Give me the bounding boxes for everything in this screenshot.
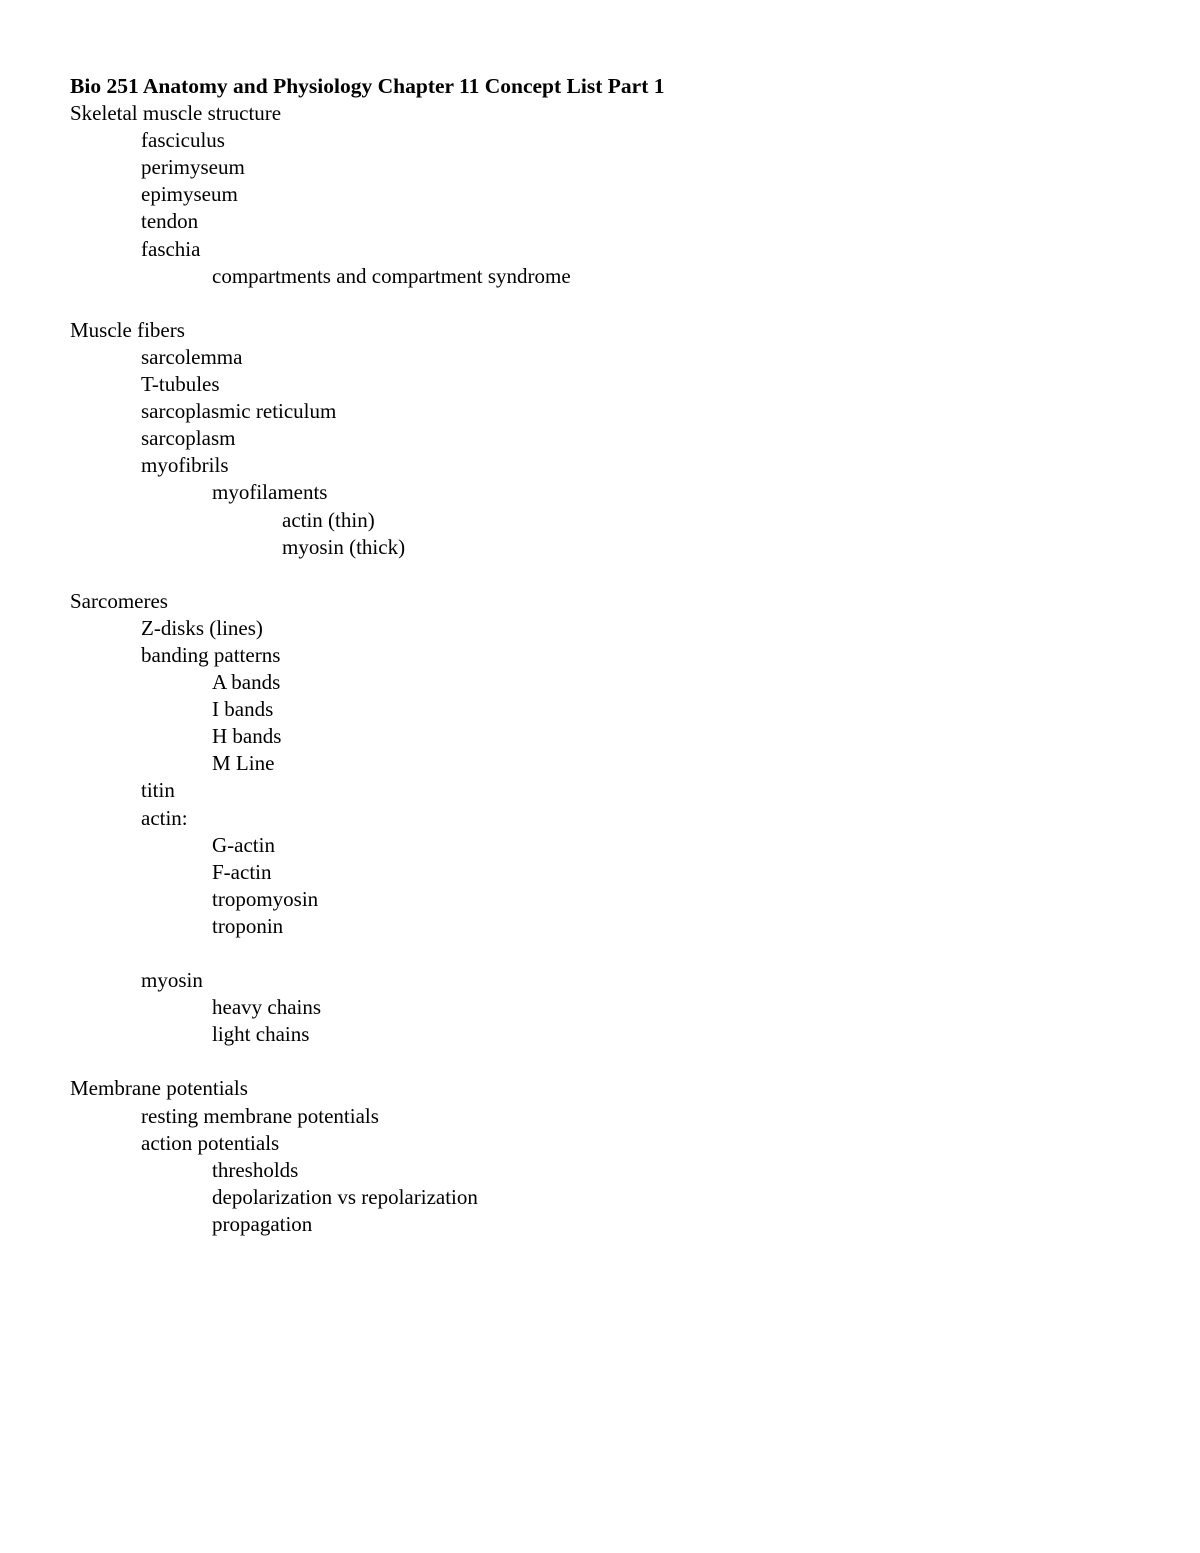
section-sarcomeres	[70, 588, 1130, 1049]
list-item: propagation	[212, 1211, 313, 1236]
list-item: A bands	[212, 670, 281, 695]
document-title: Bio 251 Anatomy and Physiology Chapter 11 Concept List Part 1	[70, 74, 665, 98]
list-item: sarcoplasmic reticulum	[141, 399, 337, 424]
list-item: depolarization vs repolarization	[212, 1184, 478, 1209]
list-item: T-tubules	[141, 372, 220, 397]
list-item: I bands	[212, 697, 274, 722]
list-item: action potentials	[141, 1130, 280, 1155]
list-item: banding patterns	[141, 642, 281, 667]
list-item: fasciculus	[141, 128, 225, 153]
list-item: tropomyosin	[212, 886, 319, 911]
list-item: light chains	[212, 1022, 310, 1047]
section-muscle-fibers	[70, 317, 1130, 561]
list-item: myofibrils	[141, 453, 229, 478]
list-item: myofilaments	[212, 480, 328, 505]
spacer	[70, 561, 1130, 588]
list-item: resting membrane potentials	[141, 1103, 379, 1128]
list-item: G-actin	[212, 832, 275, 857]
section-heading: Skeletal muscle structure	[70, 101, 282, 126]
list-item: myosin	[141, 968, 203, 993]
list-item: Z-disks (lines)	[141, 615, 263, 640]
list-item: thresholds	[212, 1157, 299, 1182]
list-item: heavy chains	[212, 995, 322, 1020]
list-item: perimyseum	[141, 155, 245, 180]
spacer	[70, 940, 1130, 967]
concept-list	[70, 73, 1130, 1238]
list-item: H bands	[212, 724, 282, 749]
list-item: M Line	[212, 751, 275, 776]
list-item: F-actin	[212, 859, 272, 884]
list-item: sarcoplasm	[141, 426, 236, 451]
list-item: troponin	[212, 913, 284, 938]
list-item: sarcolemma	[141, 344, 243, 369]
list-item: titin	[141, 778, 175, 803]
section-heading: Membrane potentials	[70, 1076, 248, 1101]
list-item: actin:	[141, 805, 188, 830]
list-item: faschia	[141, 236, 201, 261]
section-skeletal-muscle-structure	[70, 100, 1130, 290]
list-item: epimyseum	[141, 182, 238, 207]
list-item: myosin (thick)	[282, 534, 406, 559]
list-item: compartments and compartment syndrome	[212, 263, 571, 288]
section-heading: Sarcomeres	[70, 588, 168, 613]
spacer	[70, 1048, 1130, 1075]
spacer	[70, 290, 1130, 317]
list-item: actin (thin)	[282, 507, 375, 532]
section-heading: Muscle fibers	[70, 317, 185, 342]
list-item: tendon	[141, 209, 199, 234]
section-membrane-potentials	[70, 1075, 1130, 1238]
